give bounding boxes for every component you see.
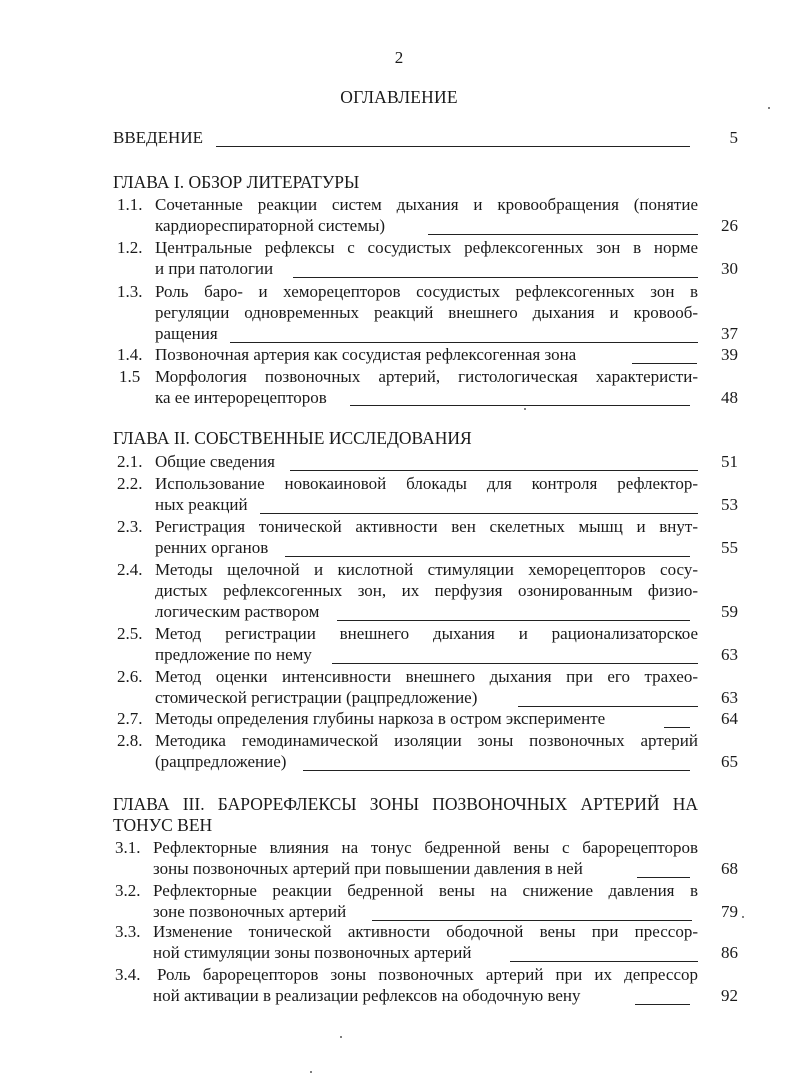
toc-item-number: 3.4. — [115, 965, 141, 984]
toc-item-page: 37 — [721, 324, 738, 343]
toc-leader — [332, 663, 698, 664]
toc-item-number: 2.6. — [117, 667, 143, 686]
toc-item-text: Использование новокаиновой блокады для контроля рефлектор- — [155, 474, 698, 493]
toc-item-text: логическим раствором — [155, 602, 320, 621]
toc-item-number: 1.2. — [117, 238, 143, 257]
toc-item-number: 2.3. — [117, 517, 143, 536]
scan-speck — [310, 1071, 312, 1073]
toc-item-text: Общие сведения — [155, 452, 275, 471]
toc-item-text: зоне позвоночных артерий — [153, 902, 347, 921]
toc-item-text: Рефлекторные реакции бедренной вены на снижение давления в — [153, 881, 698, 900]
toc-item-number: 2.4. — [117, 560, 143, 579]
toc-item-text: кардиореспираторной системы) — [155, 216, 386, 235]
toc-item-text: Изменение тонической активности ободочной вены при прессор- — [153, 922, 698, 941]
toc-item-text: Регистрация тонической активности вен скелетных мышц и внут- — [155, 517, 698, 536]
toc-item-page: 68 — [721, 859, 738, 878]
toc-item-page: 30 — [721, 259, 738, 278]
toc-leader — [664, 727, 690, 728]
toc-leader — [518, 706, 698, 707]
toc-item-text: Позвоночная артерия как сосудистая рефлексогенная зона — [155, 345, 577, 364]
toc-leader — [635, 1004, 690, 1005]
toc-item-number: 3.2. — [115, 881, 141, 900]
toc-item-number: 2.5. — [117, 624, 143, 643]
toc-leader — [293, 277, 698, 278]
toc-item-page: 53 — [721, 495, 738, 514]
toc-item-text: ренних органов — [155, 538, 269, 557]
toc-item-text: ка ее интерорецепторов — [155, 388, 327, 407]
toc-leader — [285, 556, 690, 557]
toc-item-number: 2.7. — [117, 709, 143, 728]
toc-item-page: 55 — [721, 538, 738, 557]
toc-item-page: 64 — [721, 709, 738, 728]
toc-item-text: Морфология позвоночных артерий, гистологическая характеристи- — [155, 367, 698, 386]
toc-leader — [372, 920, 692, 921]
toc-item-text: ной активации в реализации рефлексов на ободочную вену — [153, 986, 581, 1005]
scan-speck — [340, 1036, 342, 1038]
toc-item-text: (рацпредложение) — [155, 752, 287, 771]
toc-item-text: ных реакций — [155, 495, 248, 514]
toc-item-text: Методика гемодинамической изоляции зоны позвоночных артерий — [155, 731, 698, 750]
toc-item-page: 65 — [721, 752, 738, 771]
scan-speck — [524, 408, 526, 410]
toc-item-text: Методы щелочной и кислотной стимуляции хеморецепторов сосу- — [155, 560, 698, 579]
chapter-1-heading: ГЛАВА I. ОБЗОР ЛИТЕРАТУРЫ — [113, 172, 360, 192]
toc-intro-label: ВВЕДЕНИЕ — [113, 128, 203, 147]
toc-item-number: 2.1. — [117, 452, 143, 471]
scan-speck — [768, 107, 770, 109]
toc-item-page: 26 — [721, 216, 738, 235]
toc-leader — [350, 405, 690, 406]
toc-item-text: стомической регистрации (рацпредложение) — [155, 688, 478, 707]
toc-item-text: Сочетанные реакции систем дыхания и кровообращения (понятие — [155, 195, 698, 214]
page-title: ОГЛАВЛЕНИЕ — [340, 87, 458, 107]
toc-item-number: 1.1. — [117, 195, 143, 214]
toc-item-number: 3.1. — [115, 838, 141, 857]
toc-item-text: Центральные рефлексы с сосудистых рефлексогенных зон в норме — [155, 238, 698, 257]
toc-item-page: 39 — [721, 345, 738, 364]
toc-leader — [428, 234, 698, 235]
chapter-2-heading: ГЛАВА II. СОБСТВЕННЫЕ ИССЛЕДОВАНИЯ — [113, 428, 472, 448]
chapter-3-heading-continued: ТОНУС ВЕН — [113, 815, 213, 835]
toc-item-text: зоны позвоночных артерий при повышении давления в ней — [153, 859, 583, 878]
toc-leader — [632, 363, 697, 364]
toc-leader — [510, 961, 698, 962]
toc-item-text: ращения — [155, 324, 218, 343]
toc-item-text: Методы определения глубины наркоза в остром эксперименте — [155, 709, 606, 728]
toc-item-page: 63 — [721, 688, 738, 707]
toc-leader — [216, 146, 690, 147]
toc-item-page: 48 — [721, 388, 738, 407]
toc-item-number: 1.5 — [119, 367, 141, 386]
page-number: 2 — [394, 48, 404, 67]
toc-item-number: 1.3. — [117, 282, 143, 301]
toc-item-number: 3.3. — [115, 922, 141, 941]
toc-item-text: Метод регистрации внешнего дыхания и рационализаторское — [155, 624, 698, 643]
toc-item-text: Рефлекторные влияния на тонус бедренной вены с барорецепторов — [153, 838, 698, 857]
toc-item-text: Метод оценки интенсивности внешнего дыхания при его трахео- — [155, 667, 698, 686]
toc-item-page: 79 — [721, 902, 738, 921]
toc-item-number: 2.2. — [117, 474, 143, 493]
toc-item-text: ной стимуляции зоны позвоночных артерий — [153, 943, 472, 962]
toc-item-number: 1.4. — [117, 345, 143, 364]
toc-leader — [290, 470, 698, 471]
toc-item-text: Роль баро- и хеморецепторов сосудистых рефлексогенных зон в — [155, 282, 698, 301]
toc-item-number: 2.8. — [117, 731, 143, 750]
toc-item-page: 63 — [721, 645, 738, 664]
toc-item-page: 59 — [721, 602, 738, 621]
chapter-3-heading: ГЛАВА III. БАРОРЕФЛЕКСЫ ЗОНЫ ПОЗВОНОЧНЫХ АРТЕРИЙ НА — [113, 794, 698, 814]
toc-leader — [337, 620, 690, 621]
toc-leader — [230, 342, 698, 343]
toc-leader — [637, 877, 690, 878]
scan-speck — [742, 916, 744, 918]
toc-item-page: 92 — [721, 986, 738, 1005]
toc-item-page: 86 — [721, 943, 738, 962]
toc-leader — [303, 770, 690, 771]
toc-item-text: Роль барорецепторов зоны позвоночных артерий при их депрессор — [157, 965, 698, 984]
toc-leader — [260, 513, 698, 514]
toc-item-page: 51 — [721, 452, 738, 471]
toc-item-text: предложение по нему — [155, 645, 312, 664]
toc-intro-page: 5 — [729, 128, 738, 147]
toc-item-text: и при патологии — [155, 259, 274, 278]
toc-item-text: дистых рефлексогенных зон, их перфузия озонированным физио- — [155, 581, 698, 600]
toc-item-text: регуляции одновременных реакций внешнего дыхания и кровооб- — [155, 303, 698, 322]
